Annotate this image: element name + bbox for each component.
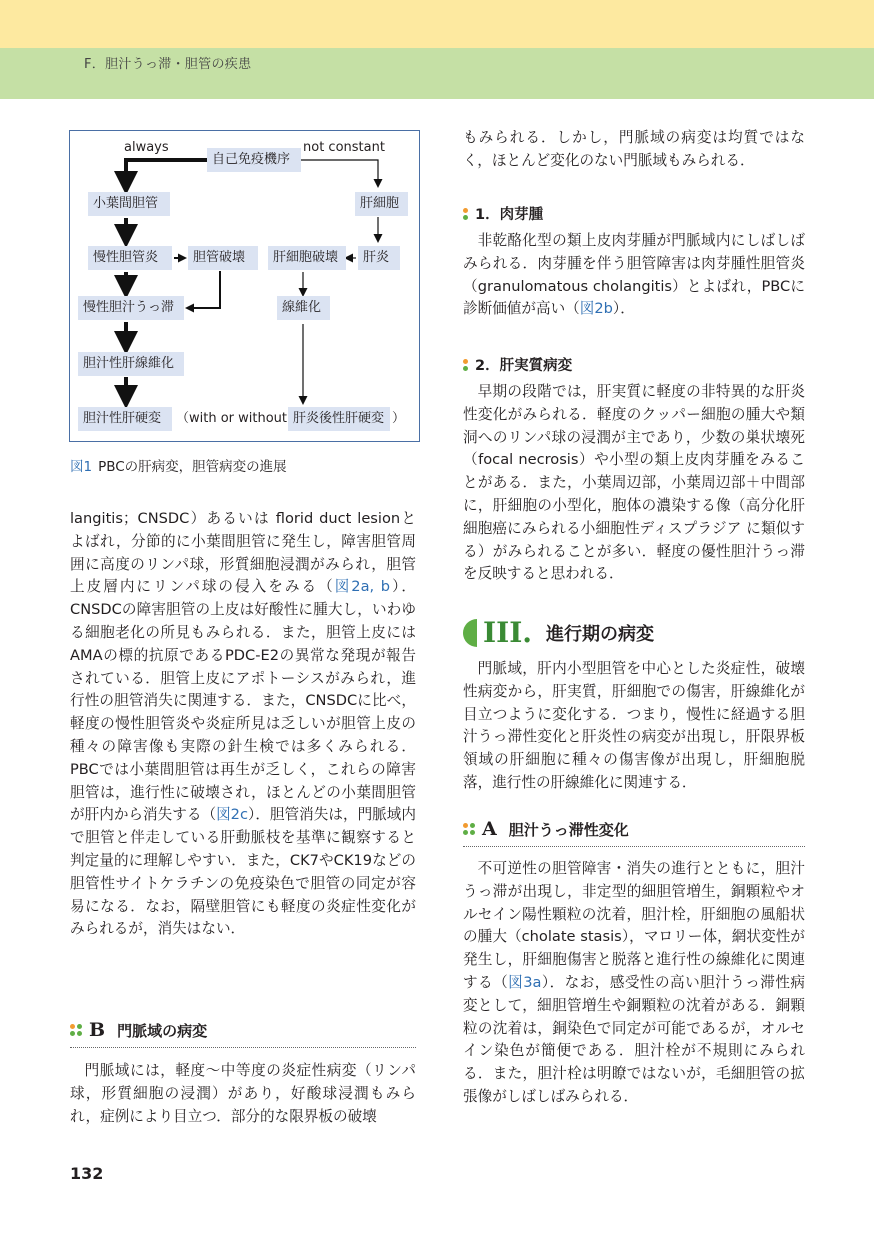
section-a-title: 胆汁うっ滞性変化 (508, 820, 629, 839)
text-segment: ）． (612, 300, 635, 318)
left-paragraph-portal: 門脈域には，軽度〜中等度の炎症性病変（リンパ球，形質細胞の浸潤）があり，好酸球浸潤もみられ，症例により目立つ．部分的な限界板の破壊 (70, 1062, 416, 1125)
subsection-dots-icon (463, 208, 468, 220)
section-a-heading (463, 818, 629, 840)
figure-caption-number: 図1 (70, 459, 93, 475)
section-a-divider (463, 846, 805, 847)
text-segment: ）．CNSDCの障害胆管の上皮は好酸性に腫大し，いわゆる細胞老化の所見もみられる．また，胆管上皮にはAMAの標的抗原であるPDC-E2の異常な発現が報告されている．胆管上皮にアポトーシスがみられ，進行性の胆管消失に関連する．また，CNSDCに比べ，軽度の慢性胆管炎や炎症所見は乏しいが胆管上皮の種々の障害像も実際の針生検では多くみられる．PBCでは小葉間胆管は再生が乏しく，これらの障害胆管は，進行性に破壊され，ほとんどの小葉間胆管が肝内から消失する（ (70, 578, 416, 824)
right-paragraph-parenchyma: 早期の段階では，肝実質に軽度の非特異的な肝炎性変化がみられる．軽度のクッパー細胞の腫大や類洞へのリンパ球の浸潤が主であり，少数の巣状壊死（focal necrosis）や小型の類上皮肉芽腫をみることがある．また，小葉周辺部，小葉周辺部＋中間部に，肝細胞の小型化，胞体の濃染する像（高分化肝細胞癌にみられる小細胞性ディスプラジア に類似する）がみられることが多い．軽度の優性胆汁うっ滞を反映すると思われる． (463, 383, 805, 583)
figure-arrows (70, 131, 418, 440)
figure-caption-text: PBCの肝病変，胆管病変の進展 (98, 459, 287, 475)
section-b-heading (70, 1019, 207, 1041)
label-always: always (124, 140, 169, 155)
subsection-1-title: 1．肉芽腫 (475, 207, 544, 223)
figure-caption (70, 455, 287, 475)
section-iii-heading (463, 616, 654, 649)
section-dots-icon (463, 823, 475, 835)
text-segment: ）．なお，感受性の高い胆汁うっ滞性病変として，細胆管増生や銅顆粒の沈着がある．銅顆粒の沈着は，銅染色で同定が可能であるが，オルセイン染色が簡便である．胆汁栓が不規則にみられる．また，胆汁栓は明瞭ではないが，毛細胆管の拡張像がしばしばみられる． (463, 973, 805, 1105)
section-iii-number: III. (483, 616, 533, 649)
figure-reference-2b[interactable]: 図2b (579, 300, 613, 318)
section-tab-icon (463, 619, 477, 647)
node-interlobular-duct: 小葉間胆管 (88, 192, 170, 216)
subsection-2-title: 2．肝実質病変 (475, 358, 573, 374)
node-chronic-cholangitis: 慢性胆管炎 (88, 246, 172, 270)
figure-reference-2ab[interactable]: 図2a, b (334, 578, 391, 596)
node-hepatocyte-destruction: 肝細胞破壊 (268, 246, 346, 270)
node-fibrosis: 線維化 (277, 296, 330, 320)
arrow-not-constant (301, 160, 378, 186)
subsection-2-heading (463, 354, 572, 375)
label-with-or-without: （with or without (176, 411, 288, 426)
text-segment: 非乾酪化型の類上皮肉芽腫が門脈域内にしばしばみられる．肉芽腫を伴う胆管障害は肉芽腫性胆管炎（granulomatous cholangitis）とよばれ，PBCに診断価値が高い（ (463, 232, 805, 318)
section-b-title: 門脈域の病変 (117, 1021, 208, 1040)
text-segment: ）．胆管消失は，門脈域内で胆管と伴走している肝動脈枝を基準に観察すると判定量的に理解しやすい．また，CK7やCK19などの胆管性サイトケラチンの免疫染色で胆管の同定が容易になる．なお，隔壁胆管にも軽度の炎症性変化がみられるが，消失はない． (70, 806, 416, 938)
section-b-divider (70, 1047, 416, 1048)
text-segment: langitis；CNSDC）あるいは florid duct lesionとよばれ，分節的に小葉間胆管に発生し，障害胆管周囲に高度のリンパ球，形質細胞浸潤がみられ，胆管上皮層内にリンパ球の侵入をみる（ (70, 510, 416, 596)
header-band-top (0, 0, 874, 48)
label-close-paren: ） (392, 411, 406, 426)
node-biliary-fibrosis: 胆汁性肝線維化 (78, 352, 184, 376)
section-b-letter: B (89, 1019, 106, 1041)
right-paragraph-continuation: もみられる．しかし，門脈域の病変は均質ではなく，ほとんど変化のない門脈域もみられる． (463, 129, 805, 169)
node-hepatitis: 肝炎 (358, 246, 400, 270)
subsection-dots-icon (463, 359, 468, 371)
left-paragraph-cnsdc (70, 508, 416, 941)
text-segment: 不可逆性の胆管障害・消失の進行とともに，胆汁うっ滞が出現し，非定型的細胆管増生，銅顆粒やオルセイン陽性顆粒の沈着，胆汁栓，肝細胞の風船状の腫大（cholate stasis），マロリー体，網状変性が発生し，肝細胞傷害と脱落と進行性の線維化に関連する（ (463, 860, 805, 991)
subsection-1-heading (463, 203, 543, 224)
figure-1-flowchart (69, 130, 420, 442)
right-paragraph-advanced: 門脈域，肝内小型胆管を中心とした炎症性，破壊性病変から，肝実質，肝細胞での傷害，肝線維化が目立つように変化する．つまり，慢性に経過する胆汁うっ滞性変化と肝炎性の病変が出現し，肝限界板領域の肝細胞に種々の傷害像が出現し，肝細胞脱落，進行性の肝線維化に関連する． (463, 660, 805, 791)
section-iii-title: 進行期の病変 (546, 623, 655, 645)
node-chronic-cholestasis: 慢性胆汁うっ滞 (78, 296, 184, 320)
section-dots-icon (70, 1024, 82, 1036)
node-autoimmune: 自己免疫機序 (207, 148, 301, 172)
node-posthepatitic-cirrhosis: 肝炎後性肝硬変 (288, 407, 390, 431)
right-paragraph-cholestasis (463, 858, 805, 1109)
section-a-letter: A (482, 818, 497, 840)
node-duct-destruction: 胆管破壊 (188, 246, 258, 270)
node-hepatocyte: 肝細胞 (355, 192, 408, 216)
arrow-destruction-to-cholestasis (187, 271, 220, 308)
page-number: 132 (70, 1164, 104, 1183)
figure-reference-2c[interactable]: 図2c (216, 806, 248, 824)
node-biliary-cirrhosis: 胆汁性肝硬変 (78, 407, 172, 431)
chapter-title: F．胆汁うっ滞・胆管の疾患 (84, 57, 252, 72)
right-paragraph-granuloma (463, 230, 805, 321)
figure-reference-3a[interactable]: 図3a (508, 973, 542, 991)
label-not-constant: not constant (303, 140, 385, 155)
arrow-always (126, 160, 207, 189)
